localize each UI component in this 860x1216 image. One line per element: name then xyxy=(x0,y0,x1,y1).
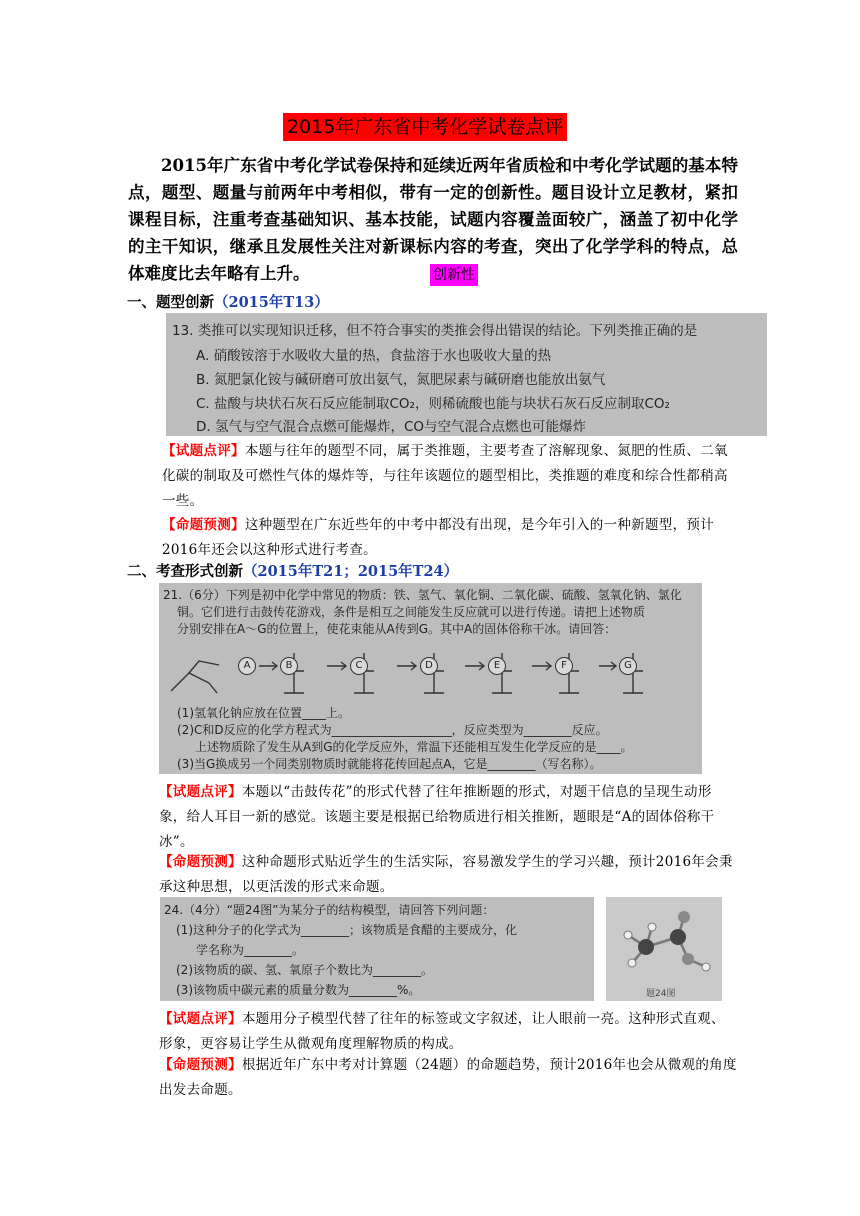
question-24-image xyxy=(160,897,594,1001)
question-21-part-3: (3)当G换成另一个同类别物质时就能将花传回起点A，它是________（写名称）。 xyxy=(177,757,602,771)
page-title: 2015年广东省中考化学试卷点评 xyxy=(283,113,567,141)
position-f: F xyxy=(555,657,573,675)
section-heading-2 xyxy=(127,560,458,581)
section-heading-2-ref: （2015年T21；2015年T24） xyxy=(243,563,459,580)
section-heading-1 xyxy=(127,291,329,312)
question-21-part-1: (1)氢氧化钠应放在位置____上。 xyxy=(177,706,350,720)
question-13-option-a: A. 硝酸铵溶于水吸收大量的热，食盐溶于水也吸收大量的热 xyxy=(196,348,552,364)
molecule-model-icon xyxy=(606,897,722,987)
position-g: G xyxy=(619,657,637,675)
position-d: D xyxy=(420,657,438,675)
question-24-part-2: (2)该物质的碳、氢、氧原子个数比为________。 xyxy=(176,963,433,977)
question-24-part-1b: 学名称为________。 xyxy=(196,943,305,957)
question-13-option-d: D. 氢气与空气混合点燃可能爆炸，CO与空气混合点燃也可能爆炸 xyxy=(196,419,587,435)
comment-3-prediction xyxy=(159,1053,737,1103)
question-13-option-b: B. 氮肥氯化铵与碱研磨可放出氨气，氮肥尿素与碱研磨也能放出氨气 xyxy=(196,372,606,388)
question-24-stem: 24.（4分）“题24图”为某分子的结构模型，请回答下列问题： xyxy=(164,903,495,917)
review-label: 【试题点评】 xyxy=(159,1011,242,1027)
prediction-text: 这种命题形式贴近学生的生活实际，容易激发学生的学习兴趣，预计2016年会秉承这种思想，以更活泼的形式来命题。 xyxy=(159,854,733,895)
review-text: 本题与往年的题型不同，属于类推题，主要考查了溶解现象、氮肥的性质、二氧化碳的制取及可燃性气体的爆炸等，与往年该题位的题型相比，类推题的难度和综合性都稍高一些。 xyxy=(162,443,728,509)
position-a: A xyxy=(238,657,256,675)
intro-paragraph: 2015年广东省中考化学试卷保持和延续近两年省质检和中考化学试题的基本特点，题型、题量与前两年中考相似，带有一定的创新性。题目设计立足教材，紧扣课程目标，注重考查基础知识、基本技能，试题内容覆盖面较广，涵盖了初中化学的主干知识，继承且发展性关注对新课标内容的考查，突出了化学学科的特点，总体难度比去年略有上升。 xyxy=(128,156,738,283)
prediction-label: 【命题预测】 xyxy=(159,854,242,870)
comment-1-review xyxy=(162,439,737,514)
question-13-stem: 13. 类推可以实现知识迁移，但不符合事实的类推会得出错误的结论。下列类推正确的是 xyxy=(172,323,698,339)
comment-2-prediction xyxy=(159,850,737,900)
position-b: B xyxy=(280,657,298,675)
figure-caption: 题24图 xyxy=(646,989,676,999)
question-21-stem-line-3: 分别安排在A～G的位置上，使花束能从A传到G。其中A的固体俗称干冰。请回答： xyxy=(177,622,617,636)
question-24-part-3: (3)该物质中碳元素的质量分数为________%。 xyxy=(176,983,421,997)
review-label: 【试题点评】 xyxy=(159,784,242,800)
section-heading-1-text: 一、题型创新 xyxy=(127,295,214,311)
comment-2-review xyxy=(159,780,737,855)
prediction-text: 根据近年广东中考对计算题（24题）的命题趋势，预计2016年也会从微观的角度出发去命题。 xyxy=(159,1057,737,1098)
review-text: 本题用分子模型代替了往年的标签或文字叙述，让人眼前一亮。这种形式直观、形象，更容易让学生从微观角度理解物质的构成。 xyxy=(159,1011,725,1052)
section-tag-innovation: 创新性 xyxy=(430,264,478,286)
question-13-image xyxy=(166,313,767,436)
question-21-stem-line-2: 铜。它们进行击鼓传花游戏，条件是相互之间能发生反应就可以进行传递。请把上述物质 xyxy=(177,605,646,619)
question-21-part-2b: 上述物质除了发生从A到G的化学反应外，常温下还能相互发生化学反应的是____。 xyxy=(195,740,633,754)
comment-1-prediction xyxy=(162,513,737,563)
question-24-part-1: (1)这种分子的化学式为________；该物质是食醋的主要成分，化 xyxy=(176,923,518,937)
molecule-figure xyxy=(606,897,722,1001)
position-c: C xyxy=(350,657,368,675)
question-21-part-2: (2)C和D反应的化学方程式为____________________，反应类型为________反应。 xyxy=(177,723,608,737)
prediction-label: 【命题预测】 xyxy=(159,1057,242,1073)
question-21-image xyxy=(159,583,702,774)
prediction-text: 这种题型在广东近些年的中考中都没有出现，是今年引入的一种新题型，预计2016年还会以这种形式进行考查。 xyxy=(162,517,715,558)
question-21-stem-line-1: 21.（6分）下列是初中化学中常见的物质：铁、氢气、氧化铜、二氧化碳、硫酸、氢氧化钠、氯化 xyxy=(163,588,682,602)
section-heading-2-text: 二、考查形式创新 xyxy=(127,564,243,580)
section-heading-1-ref: （2015年T13） xyxy=(214,294,329,311)
review-text: 本题以“击鼓传花”的形式代替了往年推断题的形式，对题干信息的呈现生动形象，给人耳目一新的感觉。该题主要是根据已给物质进行相关推断，题眼是“A的固体俗称干冰”。 xyxy=(159,784,715,850)
question-13-option-c: C. 盐酸与块状石灰石反应能制取CO₂，则稀硫酸也能与块状石灰石反应制取CO₂ xyxy=(196,396,670,412)
comment-3-review xyxy=(159,1007,737,1057)
position-e: E xyxy=(488,657,506,675)
prediction-label: 【命题预测】 xyxy=(162,517,245,533)
review-label: 【试题点评】 xyxy=(162,443,245,459)
